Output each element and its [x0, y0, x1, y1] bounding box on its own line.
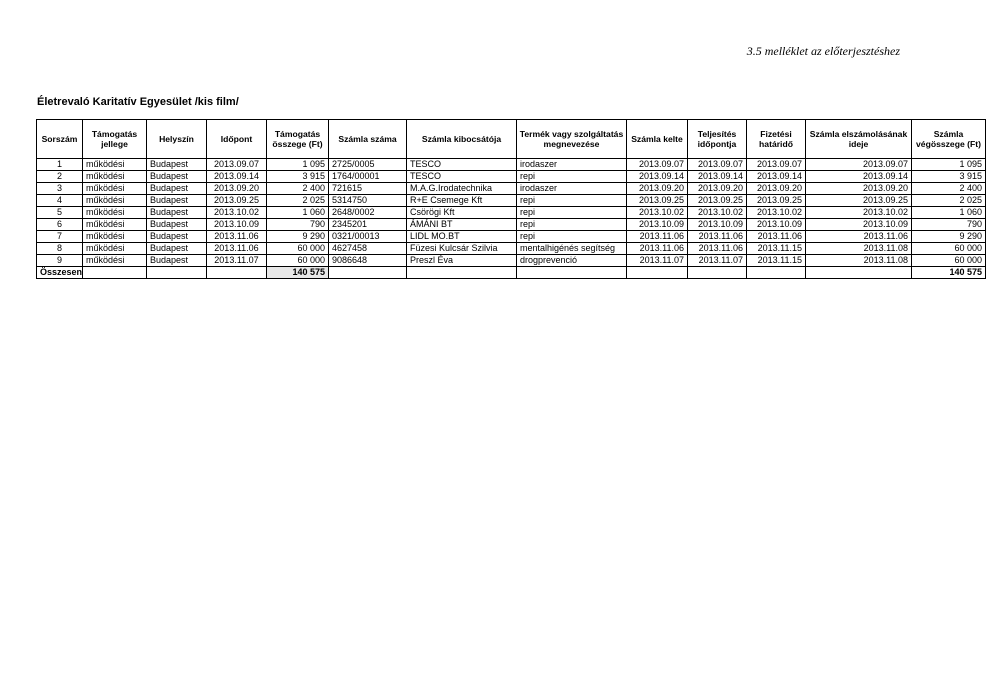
row-number-cell: 8 — [37, 243, 83, 255]
support-type-cell: működési — [83, 231, 147, 243]
table-row — [37, 195, 986, 207]
location-cell: Budapest — [147, 231, 207, 243]
invoice-number-cell: 9086648 — [329, 255, 407, 267]
invoice-issuer-cell: ÁMÁNI BT — [407, 219, 517, 231]
support-type-cell: működési — [83, 255, 147, 267]
header-cell: Számla elszámolásának ideje — [806, 120, 912, 159]
invoice-issuer-cell: M.A.G.Irodatechnika — [407, 183, 517, 195]
support-amount-cell: 2 025 — [267, 195, 329, 207]
row-number-cell: 3 — [37, 183, 83, 195]
settlement-date-cell: 2013.09.14 — [806, 171, 912, 183]
header-cell: Számla kibocsátója — [407, 120, 517, 159]
header-cell: Támogatás jellege — [83, 120, 147, 159]
invoice-number-cell: 2725/0005 — [329, 159, 407, 171]
total-invoice-amount: 140 575 — [912, 267, 986, 279]
invoice-issuer-cell: TESCO — [407, 171, 517, 183]
invoice-issuer-cell: LIDL MO.BT — [407, 231, 517, 243]
settlement-date-cell: 2013.11.08 — [806, 255, 912, 267]
header-cell: Időpont — [207, 120, 267, 159]
header-cell: Teljesítés időpontja — [688, 120, 747, 159]
product-description-cell: drogprevenció — [517, 255, 627, 267]
settlement-date-cell: 2013.09.25 — [806, 195, 912, 207]
empty-cell — [517, 267, 627, 279]
fulfilment-date-cell: 2013.11.06 — [688, 243, 747, 255]
invoice-date-cell: 2013.10.02 — [627, 207, 688, 219]
empty-cell — [688, 267, 747, 279]
payment-deadline-cell: 2013.10.02 — [747, 207, 806, 219]
location-cell: Budapest — [147, 219, 207, 231]
settlement-date-cell: 2013.09.20 — [806, 183, 912, 195]
invoice-total-cell: 9 290 — [912, 231, 986, 243]
row-number-cell: 9 — [37, 255, 83, 267]
header-cell: Számla kelte — [627, 120, 688, 159]
support-amount-cell: 1 060 — [267, 207, 329, 219]
table-header-row — [37, 120, 986, 159]
support-amount-cell: 3 915 — [267, 171, 329, 183]
support-type-cell: működési — [83, 171, 147, 183]
row-number-cell: 7 — [37, 231, 83, 243]
invoice-date-cell: 2013.09.25 — [627, 195, 688, 207]
invoice-total-cell: 60 000 — [912, 243, 986, 255]
header-cell: Helyszín — [147, 120, 207, 159]
invoice-date-cell: 2013.09.07 — [627, 159, 688, 171]
total-row — [37, 267, 986, 279]
table-row — [37, 219, 986, 231]
table-row — [37, 243, 986, 255]
location-cell: Budapest — [147, 195, 207, 207]
invoice-date-cell: 2013.11.06 — [627, 243, 688, 255]
fulfilment-date-cell: 2013.09.07 — [688, 159, 747, 171]
support-amount-cell: 1 095 — [267, 159, 329, 171]
date-cell: 2013.10.02 — [207, 207, 267, 219]
invoice-date-cell: 2013.11.06 — [627, 231, 688, 243]
invoice-date-cell: 2013.10.09 — [627, 219, 688, 231]
header-cell: Fizetési határidő — [747, 120, 806, 159]
support-amount-cell: 60 000 — [267, 255, 329, 267]
row-number-cell: 5 — [37, 207, 83, 219]
support-type-cell: működési — [83, 159, 147, 171]
empty-cell — [747, 267, 806, 279]
invoice-date-cell: 2013.09.14 — [627, 171, 688, 183]
fulfilment-date-cell: 2013.10.09 — [688, 219, 747, 231]
product-description-cell: irodaszer — [517, 183, 627, 195]
support-amount-cell: 60 000 — [267, 243, 329, 255]
total-support-amount: 140 575 — [267, 267, 329, 279]
invoice-date-cell: 2013.09.20 — [627, 183, 688, 195]
support-type-cell: működési — [83, 243, 147, 255]
empty-cell — [329, 267, 407, 279]
support-type-cell: működési — [83, 207, 147, 219]
empty-cell — [207, 267, 267, 279]
row-number-cell: 4 — [37, 195, 83, 207]
product-description-cell: repi — [517, 219, 627, 231]
support-type-cell: működési — [83, 219, 147, 231]
support-amount-cell: 9 290 — [267, 231, 329, 243]
header-cell: Támogatás összege (Ft) — [267, 120, 329, 159]
payment-deadline-cell: 2013.09.20 — [747, 183, 806, 195]
settlement-date-cell: 2013.10.02 — [806, 207, 912, 219]
header-cell: Sorszám — [37, 120, 83, 159]
settlement-date-cell: 2013.09.07 — [806, 159, 912, 171]
location-cell: Budapest — [147, 171, 207, 183]
date-cell: 2013.09.25 — [207, 195, 267, 207]
payment-deadline-cell: 2013.11.15 — [747, 255, 806, 267]
product-description-cell: repi — [517, 231, 627, 243]
header-cell: Számla száma — [329, 120, 407, 159]
empty-cell — [627, 267, 688, 279]
support-type-cell: működési — [83, 183, 147, 195]
invoice-total-cell: 3 915 — [912, 171, 986, 183]
location-cell: Budapest — [147, 183, 207, 195]
invoice-number-cell: 2648/0002 — [329, 207, 407, 219]
payment-deadline-cell: 2013.09.07 — [747, 159, 806, 171]
location-cell: Budapest — [147, 243, 207, 255]
fulfilment-date-cell: 2013.09.14 — [688, 171, 747, 183]
document-title: Életrevaló Karitatív Egyesület /kis film/ — [37, 96, 239, 108]
product-description-cell: mentalhigénés segítség — [517, 243, 627, 255]
settlement-date-cell: 2013.11.06 — [806, 231, 912, 243]
table-row — [37, 231, 986, 243]
fulfilment-date-cell: 2013.09.20 — [688, 183, 747, 195]
invoice-total-cell: 1 095 — [912, 159, 986, 171]
settlement-date-cell: 2013.11.08 — [806, 243, 912, 255]
invoice-total-cell: 790 — [912, 219, 986, 231]
location-cell: Budapest — [147, 255, 207, 267]
table-row — [37, 207, 986, 219]
date-cell: 2013.09.07 — [207, 159, 267, 171]
payment-deadline-cell: 2013.11.06 — [747, 231, 806, 243]
table-row — [37, 183, 986, 195]
header-cell: Számla végösszege (Ft) — [912, 120, 986, 159]
payment-deadline-cell: 2013.11.15 — [747, 243, 806, 255]
header-cell: Termék vagy szolgáltatás megnevezése — [517, 120, 627, 159]
date-cell: 2013.11.06 — [207, 243, 267, 255]
empty-cell — [806, 267, 912, 279]
settlement-date-cell: 2013.10.09 — [806, 219, 912, 231]
empty-cell — [83, 267, 147, 279]
invoice-number-cell: 721615 — [329, 183, 407, 195]
invoice-total-cell: 1 060 — [912, 207, 986, 219]
table-row — [37, 171, 986, 183]
invoice-number-cell: 5314750 — [329, 195, 407, 207]
invoice-total-cell: 2 025 — [912, 195, 986, 207]
invoice-issuer-cell: Preszl Éva — [407, 255, 517, 267]
expense-table — [36, 119, 986, 279]
support-amount-cell: 790 — [267, 219, 329, 231]
payment-deadline-cell: 2013.10.09 — [747, 219, 806, 231]
date-cell: 2013.09.20 — [207, 183, 267, 195]
annex-note: 3.5 melléklet az előterjesztéshez — [746, 44, 900, 58]
date-cell: 2013.11.07 — [207, 255, 267, 267]
invoice-number-cell: 4627458 — [329, 243, 407, 255]
fulfilment-date-cell: 2013.11.06 — [688, 231, 747, 243]
invoice-issuer-cell: Füzesi Kulcsár Szilvia — [407, 243, 517, 255]
fulfilment-date-cell: 2013.11.07 — [688, 255, 747, 267]
payment-deadline-cell: 2013.09.25 — [747, 195, 806, 207]
table-row — [37, 159, 986, 171]
product-description-cell: repi — [517, 195, 627, 207]
invoice-date-cell: 2013.11.07 — [627, 255, 688, 267]
location-cell: Budapest — [147, 207, 207, 219]
invoice-total-cell: 60 000 — [912, 255, 986, 267]
invoice-total-cell: 2 400 — [912, 183, 986, 195]
total-label: Összesen — [37, 267, 83, 279]
payment-deadline-cell: 2013.09.14 — [747, 171, 806, 183]
row-number-cell: 6 — [37, 219, 83, 231]
support-amount-cell: 2 400 — [267, 183, 329, 195]
invoice-issuer-cell: R+E Csemege Kft — [407, 195, 517, 207]
invoice-issuer-cell: Csörögi Kft — [407, 207, 517, 219]
table-body — [37, 159, 986, 279]
invoice-issuer-cell: TESCO — [407, 159, 517, 171]
date-cell: 2013.11.06 — [207, 231, 267, 243]
product-description-cell: repi — [517, 207, 627, 219]
table-row — [37, 255, 986, 267]
row-number-cell: 2 — [37, 171, 83, 183]
support-type-cell: működési — [83, 195, 147, 207]
empty-cell — [147, 267, 207, 279]
fulfilment-date-cell: 2013.09.25 — [688, 195, 747, 207]
fulfilment-date-cell: 2013.10.02 — [688, 207, 747, 219]
empty-cell — [407, 267, 517, 279]
invoice-number-cell: 1764/00001 — [329, 171, 407, 183]
product-description-cell: repi — [517, 171, 627, 183]
product-description-cell: irodaszer — [517, 159, 627, 171]
date-cell: 2013.09.14 — [207, 171, 267, 183]
row-number-cell: 1 — [37, 159, 83, 171]
location-cell: Budapest — [147, 159, 207, 171]
invoice-number-cell: 2345201 — [329, 219, 407, 231]
invoice-number-cell: 0321/00013 — [329, 231, 407, 243]
date-cell: 2013.10.09 — [207, 219, 267, 231]
